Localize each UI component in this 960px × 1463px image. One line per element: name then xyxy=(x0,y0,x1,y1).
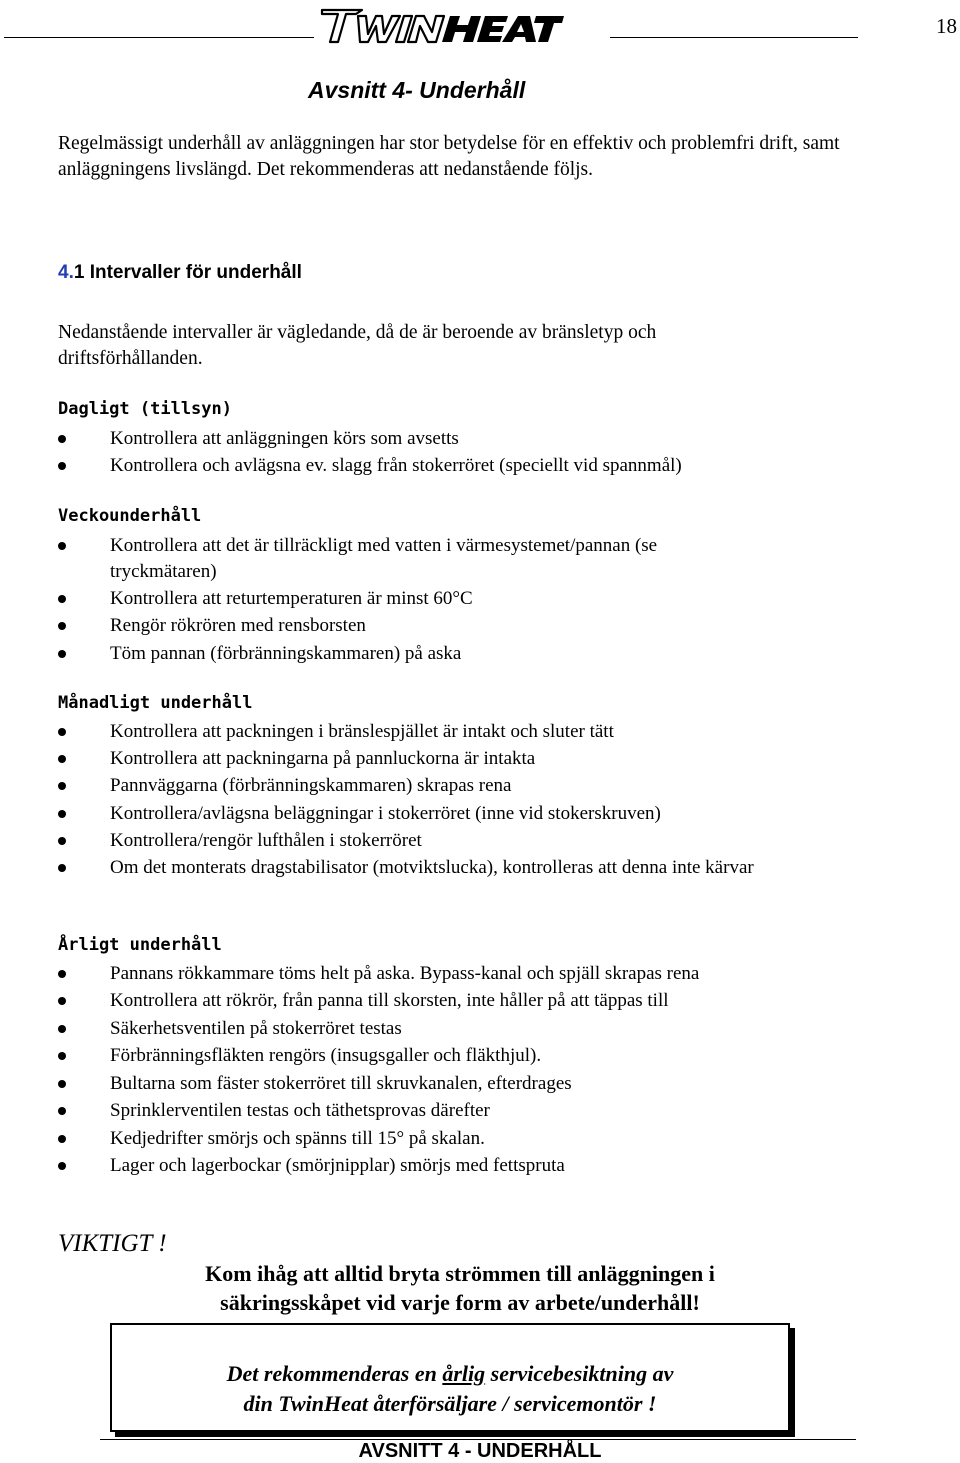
bullet-icon xyxy=(58,622,66,630)
bullet-icon xyxy=(58,595,66,603)
bullet-icon xyxy=(58,1025,66,1033)
bullet-icon xyxy=(58,837,66,845)
section-heading xyxy=(58,262,302,284)
service-notice-text: Det rekommenderas en årlig servicebesiktning av din TwinHeat återförsäljare / servicemontör ! xyxy=(226,1361,674,1416)
bullet-icon xyxy=(58,755,66,763)
section-paragraph: Nedanstående intervaller är vägledande, då de är beroende av bränsletyp och driftsförhållanden. xyxy=(58,322,657,369)
bullet-icon xyxy=(58,1135,66,1143)
bullet-icon xyxy=(58,970,66,978)
yearly-heading: Årligt underhåll xyxy=(58,935,222,955)
bullet-icon xyxy=(58,728,66,736)
bullet-icon xyxy=(58,864,66,872)
bullet-icon xyxy=(58,1162,66,1170)
page-title: Avsnitt 4- Underhåll xyxy=(308,77,526,103)
twinheat-logo xyxy=(318,2,592,46)
page-footer: AVSNITT 4 - UNDERHÅLL xyxy=(358,1440,602,1462)
important-label: VIKTIGT ! xyxy=(58,1230,167,1257)
warning-text: Kom ihåg att alltid bryta strömmen till anläggningen i säkringsskåpet vid varje form av arbete/underhåll! xyxy=(205,1261,715,1315)
svg-text:TWIN HEAT: TWIN HEAT xyxy=(318,2,324,3)
monthly-heading: Månadligt underhåll xyxy=(58,693,253,713)
header-rule-left xyxy=(4,37,314,38)
header-rule-right xyxy=(610,37,858,38)
weekly-heading: Veckounderhåll xyxy=(58,506,202,526)
bullet-icon xyxy=(58,1052,66,1060)
bullet-icon xyxy=(58,650,66,658)
bullet-icon xyxy=(58,435,66,443)
intro-paragraph: Regelmässigt underhåll av anläggningen har stor betydelse för en effektiv och problemfri drift, samt anläggningens livslängd. Det rekommenderas att nedanstående följs. xyxy=(58,133,840,180)
bullet-icon xyxy=(58,997,66,1005)
bullet-icon xyxy=(58,782,66,790)
bullet-icon xyxy=(58,462,66,470)
section-number: 4. xyxy=(58,262,74,283)
bullet-icon xyxy=(58,810,66,818)
section-title: 1 Intervaller för underhåll xyxy=(73,262,302,283)
bullet-icon xyxy=(58,1080,66,1088)
bullet-icon xyxy=(58,542,66,550)
service-notice-box xyxy=(110,1323,790,1432)
daily-heading: Dagligt (tillsyn) xyxy=(58,399,232,419)
bullet-icon xyxy=(58,1107,66,1115)
page-number: 18 xyxy=(936,14,957,38)
